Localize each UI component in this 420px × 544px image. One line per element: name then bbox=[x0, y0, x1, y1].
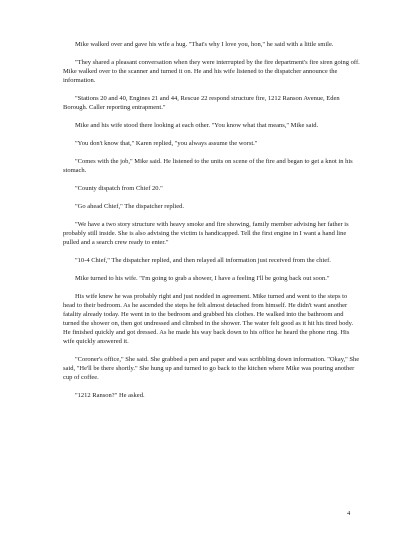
paragraph-2: "They shared a pleasant conversation when they were interrupted by the fire department's fire siren going off. Mike walked over to the scanner and turned it on. He and his wife listened to the dispatcher announce the information. bbox=[63, 59, 360, 84]
paragraph-1: Mike walked over and gave his wife a hug. "That's why I love you, hon," he said with a little smile. bbox=[75, 41, 334, 48]
paragraph-12: His wife knew he was probably right and just nodded in agreement. Mike turned and went to the steps to head to their bedroom. As he ascended the steps he felt almost detached from himself. He didn't want another fatality already today. He went in to the bedroom and grabbed his clothes. He walked into the bathroom and turned the shower on, then got undressed and climbed in the shower. The water felt good as it hit his tired body. He finished quickly and got dressed. As he made his way back down to his office he heard the phone ring. His wife quickly answered it. bbox=[63, 293, 354, 345]
paragraph-14: "1212 Ranson?" He asked. bbox=[75, 392, 145, 399]
body-text bbox=[63, 41, 361, 410]
paragraph-5: "You don't know that," Karen replied, "you always assume the worst." bbox=[75, 140, 258, 148]
paragraph-10: "10-4 Chief," The dispatcher replied, and then relayed all information just received from the chief. bbox=[75, 257, 331, 265]
paragraph-9: "We have a two story structure with heavy smoke and fire showing, family member advising her father is probably still inside. She is also advising the victim is handicapped. Tell the first engine in I want a hand line pulled and a search crew ready to enter." bbox=[63, 221, 349, 247]
paragraph-6: "Comes with the job," Mike said. He listened to the units on scene of the fire and began to get a knot in his stomach. bbox=[63, 158, 353, 175]
paragraph-8: "Go ahead Chief," The dispatcher replied. bbox=[75, 203, 184, 211]
paragraph-7: "County dispatch from Chief 20." bbox=[75, 185, 163, 193]
paragraph-3: "Stations 20 and 40, Engines 21 and 44, Rescue 22 respond structure fire, 1212 Ranson Avenue, Eden Borough. Caller reporting entrapment." bbox=[63, 95, 340, 111]
paragraph-4: Mike and his wife stood there looking at each other. "You know what that means," Mike said. bbox=[75, 122, 319, 129]
page-number: 4 bbox=[347, 510, 351, 517]
paragraph-13: "Coroner's office," She said. She grabbed a pen and paper and was scribbling down information. "Okay," She said, "He'll be there shortly." She hung up and turned to go back to the kitchen where Mike was pouring another cup of coffee. bbox=[63, 356, 360, 381]
paragraph-11: Mike turned to his wife. "I'm going to grab a shower, I have a feeling I'll be going back out soon." bbox=[75, 275, 330, 283]
